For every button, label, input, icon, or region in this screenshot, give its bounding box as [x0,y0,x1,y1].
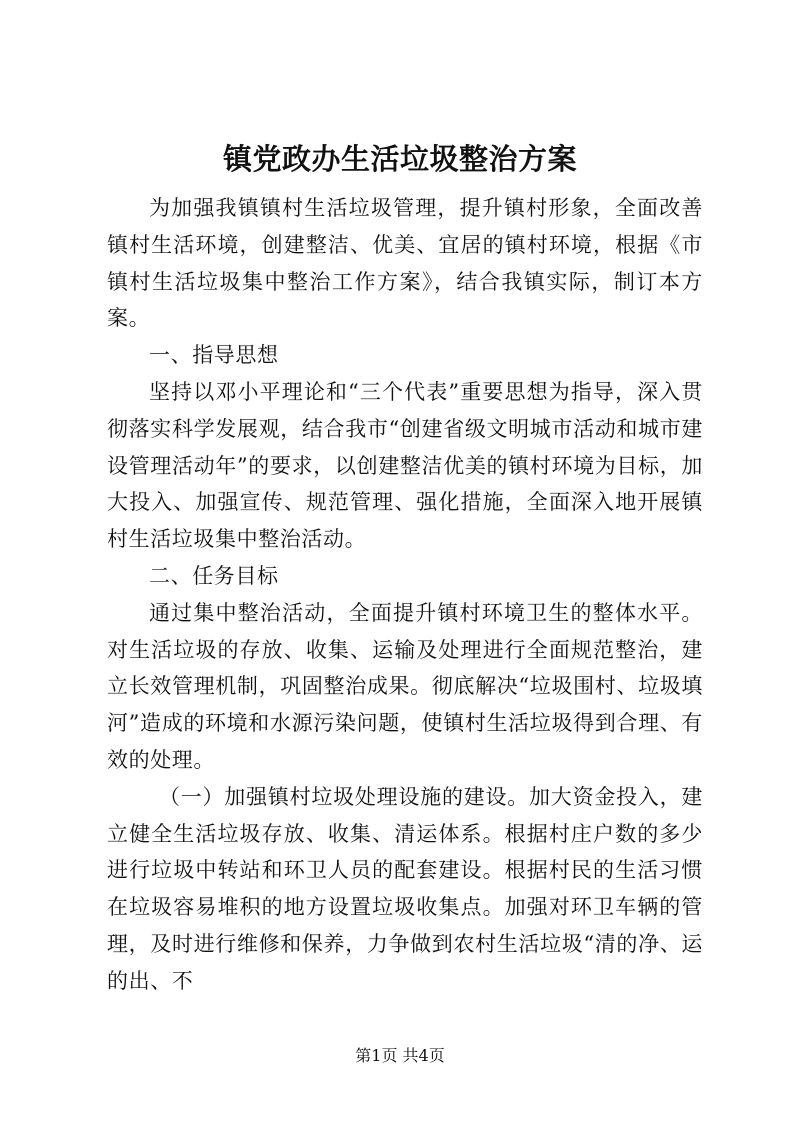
guiding-thought-paragraph: 坚持以邓小平理论和“三个代表”重要思想为指导，深入贯彻落实科学发展观，结合我市“创建省级文明城市活动和城市建设管理活动年”的要求，以创建整洁优美的镇村环境为目标，加大投入、加强宣传、规范管理、强化措施，全面深入地开展镇村生活垃圾集中整治活动。 [107,379,703,552]
section-heading-task-goals: 二、任务目标 [149,563,279,588]
task-goals-paragraph: 通过集中整治活动，全面提升镇村环境卫生的整体水平。对生活垃圾的存放、收集、运输及处理进行全面规范整治，建立长效管理机制，巩固整治成果。彻底解决“垃圾围村、垃圾填河”造成的环境和水源污染问题，使镇村生活垃圾得到合理、有效的处理。 [107,600,703,772]
document-body [107,190,703,1000]
document-title: 镇党政办生活垃圾整治方案 [222,142,577,176]
section-heading-guiding-thought: 一、指导思想 [149,343,279,368]
facility-construction-paragraph: （一）加强镇村垃圾处理设施的建设。加大资金投入，建立健全生活垃圾存放、收集、清运体系。根据村庄户数的多少进行垃圾中转站和环卫人员的配套建设。根据村民的生活习惯在垃圾容易堆积的地方设置垃圾收集点。加强对环卫车辆的管理，及时进行维修和保养，力争做到农村生活垃圾“清的净、运的出、不 [107,784,703,993]
intro-paragraph: 为加强我镇镇村生活垃圾管理，提升镇村形象，全面改善镇村生活环境，创建整洁、优美、宜居的镇村环境，根据《市镇村生活垃圾集中整治工作方案》，结合我镇实际，制订本方案。 [107,196,703,331]
page-number-footer: 第1页 共4页 [355,1046,445,1065]
